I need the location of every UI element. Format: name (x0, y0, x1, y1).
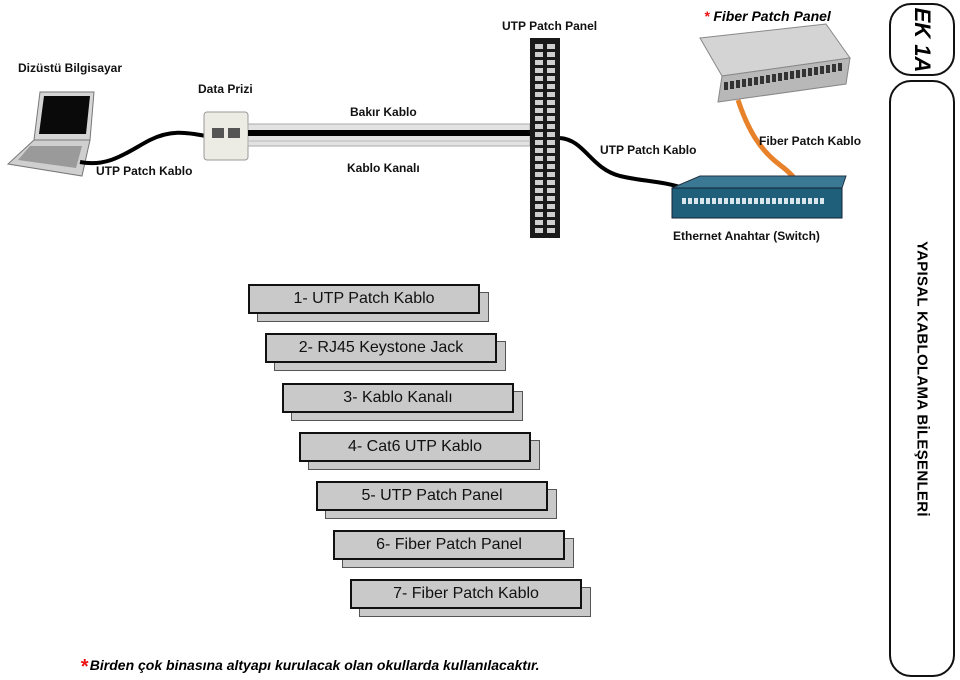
footnote-text: Birden çok binasına altyapı kurulacak olan okullarda kullanılacaktır. (89, 657, 540, 673)
panel-port (535, 172, 543, 177)
panel-port (547, 140, 555, 145)
side-title-box (889, 80, 955, 677)
fiber-patch-panel-title (704, 8, 831, 24)
panel-port (535, 60, 543, 65)
switch-port (778, 198, 782, 204)
panel-port (547, 84, 555, 89)
utp-patch-cable-left-label: UTP Patch Kablo (96, 164, 193, 178)
utp-patch-cable-right-label: UTP Patch Kablo (600, 143, 697, 157)
panel-port (547, 124, 555, 129)
panel-port (547, 188, 555, 193)
fiber-port (730, 81, 734, 89)
fiber-port (766, 75, 770, 83)
panel-port (547, 164, 555, 169)
footnote (80, 656, 540, 679)
switch-port (700, 198, 704, 204)
panel-port (547, 148, 555, 153)
switch-port (736, 198, 740, 204)
switch-port (820, 198, 824, 204)
utp-patch-cable-left (80, 133, 206, 163)
panel-port (535, 180, 543, 185)
fiber-port (742, 79, 746, 87)
switch-icon (672, 176, 846, 218)
panel-port (535, 220, 543, 225)
utp-patch-panel-label: UTP Patch Panel (502, 19, 598, 33)
panel-port (535, 44, 543, 49)
fiber-port (832, 64, 836, 72)
step-2: 2- RJ45 Keystone Jack (265, 333, 497, 363)
appendix-code-box (889, 3, 955, 76)
switch-port (760, 198, 764, 204)
side-title: YAPISAL KABLOLAMA BİLEŞENLERİ (913, 240, 931, 517)
panel-port (535, 68, 543, 73)
switch-port (808, 198, 812, 204)
panel-port (535, 116, 543, 121)
fiber-port (784, 72, 788, 80)
step-4: 4- Cat6 UTP Kablo (299, 432, 531, 462)
fiber-port (808, 68, 812, 76)
fiber-port (736, 80, 740, 88)
panel-port (547, 52, 555, 57)
cable-channel-label: Kablo Kanalı (347, 161, 420, 175)
switch-port (682, 198, 686, 204)
panel-port (547, 172, 555, 177)
fiber-port (802, 69, 806, 77)
panel-port (547, 76, 555, 81)
panel-port (535, 148, 543, 153)
panel-port (547, 108, 555, 113)
switch-port (730, 198, 734, 204)
panel-port (535, 76, 543, 81)
switch-label: Ethernet Anahtar (Switch) (673, 229, 820, 243)
switch-port (784, 198, 788, 204)
fiber-port (820, 66, 824, 74)
panel-port (535, 132, 543, 137)
panel-port (535, 52, 543, 57)
fiber-port (754, 77, 758, 85)
panel-port (535, 164, 543, 169)
panel-port (547, 92, 555, 97)
fiber-port (748, 78, 752, 86)
fiber-patch-panel-label: Fiber Patch Panel (713, 8, 831, 24)
panel-port (547, 156, 555, 161)
step-6: 6- Fiber Patch Panel (333, 530, 565, 560)
copper-cable-label: Bakır Kablo (350, 105, 417, 119)
panel-port (547, 204, 555, 209)
panel-port (535, 228, 543, 233)
switch-port (694, 198, 698, 204)
data-outlet-label: Data Prizi (198, 82, 253, 96)
fiber-port (838, 63, 842, 71)
panel-port (547, 44, 555, 49)
switch-port (718, 198, 722, 204)
fiber-port (790, 71, 794, 79)
switch-port (706, 198, 710, 204)
panel-port (535, 140, 543, 145)
switch-port (742, 198, 746, 204)
switch-port (790, 198, 794, 204)
step-3: 3- Kablo Kanalı (282, 383, 514, 413)
appendix-code: EK 1A (910, 7, 935, 72)
panel-port (535, 188, 543, 193)
panel-port (535, 196, 543, 201)
laptop-label: Dizüstü Bilgisayar (18, 61, 123, 75)
switch-port (796, 198, 800, 204)
panel-port (547, 228, 555, 233)
panel-port (535, 124, 543, 129)
fiber-port (796, 70, 800, 78)
switch-port (724, 198, 728, 204)
panel-port (547, 220, 555, 225)
panel-port (547, 196, 555, 201)
switch-port (772, 198, 776, 204)
panel-port (547, 180, 555, 185)
switch-port (814, 198, 818, 204)
step-1: 1- UTP Patch Kablo (248, 284, 480, 314)
switch-port (766, 198, 770, 204)
panel-port (547, 100, 555, 105)
switch-port (754, 198, 758, 204)
panel-port (547, 132, 555, 137)
panel-port (547, 212, 555, 217)
switch-port (712, 198, 716, 204)
panel-port (535, 108, 543, 113)
step-7: 7- Fiber Patch Kablo (350, 579, 582, 609)
panel-port (535, 100, 543, 105)
panel-port (535, 212, 543, 217)
panel-port (547, 116, 555, 121)
fiber-patch-cable-label: Fiber Patch Kablo (759, 134, 862, 148)
panel-port (535, 84, 543, 89)
cable-channel (248, 124, 530, 146)
footnote-star: * (80, 656, 88, 678)
panel-port (535, 204, 543, 209)
fiber-port (778, 73, 782, 81)
utp-patch-panel-icon (530, 38, 560, 238)
fiber-port (814, 67, 818, 75)
step-5: 5- UTP Patch Panel (316, 481, 548, 511)
switch-port (688, 198, 692, 204)
panel-port (547, 68, 555, 73)
fiber-port (760, 76, 764, 84)
switch-port (748, 198, 752, 204)
panel-port (547, 60, 555, 65)
switch-port (802, 198, 806, 204)
panel-port (535, 156, 543, 161)
data-outlet-icon (204, 112, 248, 160)
fiber-star: * (704, 8, 710, 24)
panel-port (535, 92, 543, 97)
fiber-port (772, 74, 776, 82)
fiber-port (826, 65, 830, 73)
fiber-patch-panel-icon (700, 24, 850, 102)
fiber-port (724, 82, 728, 90)
